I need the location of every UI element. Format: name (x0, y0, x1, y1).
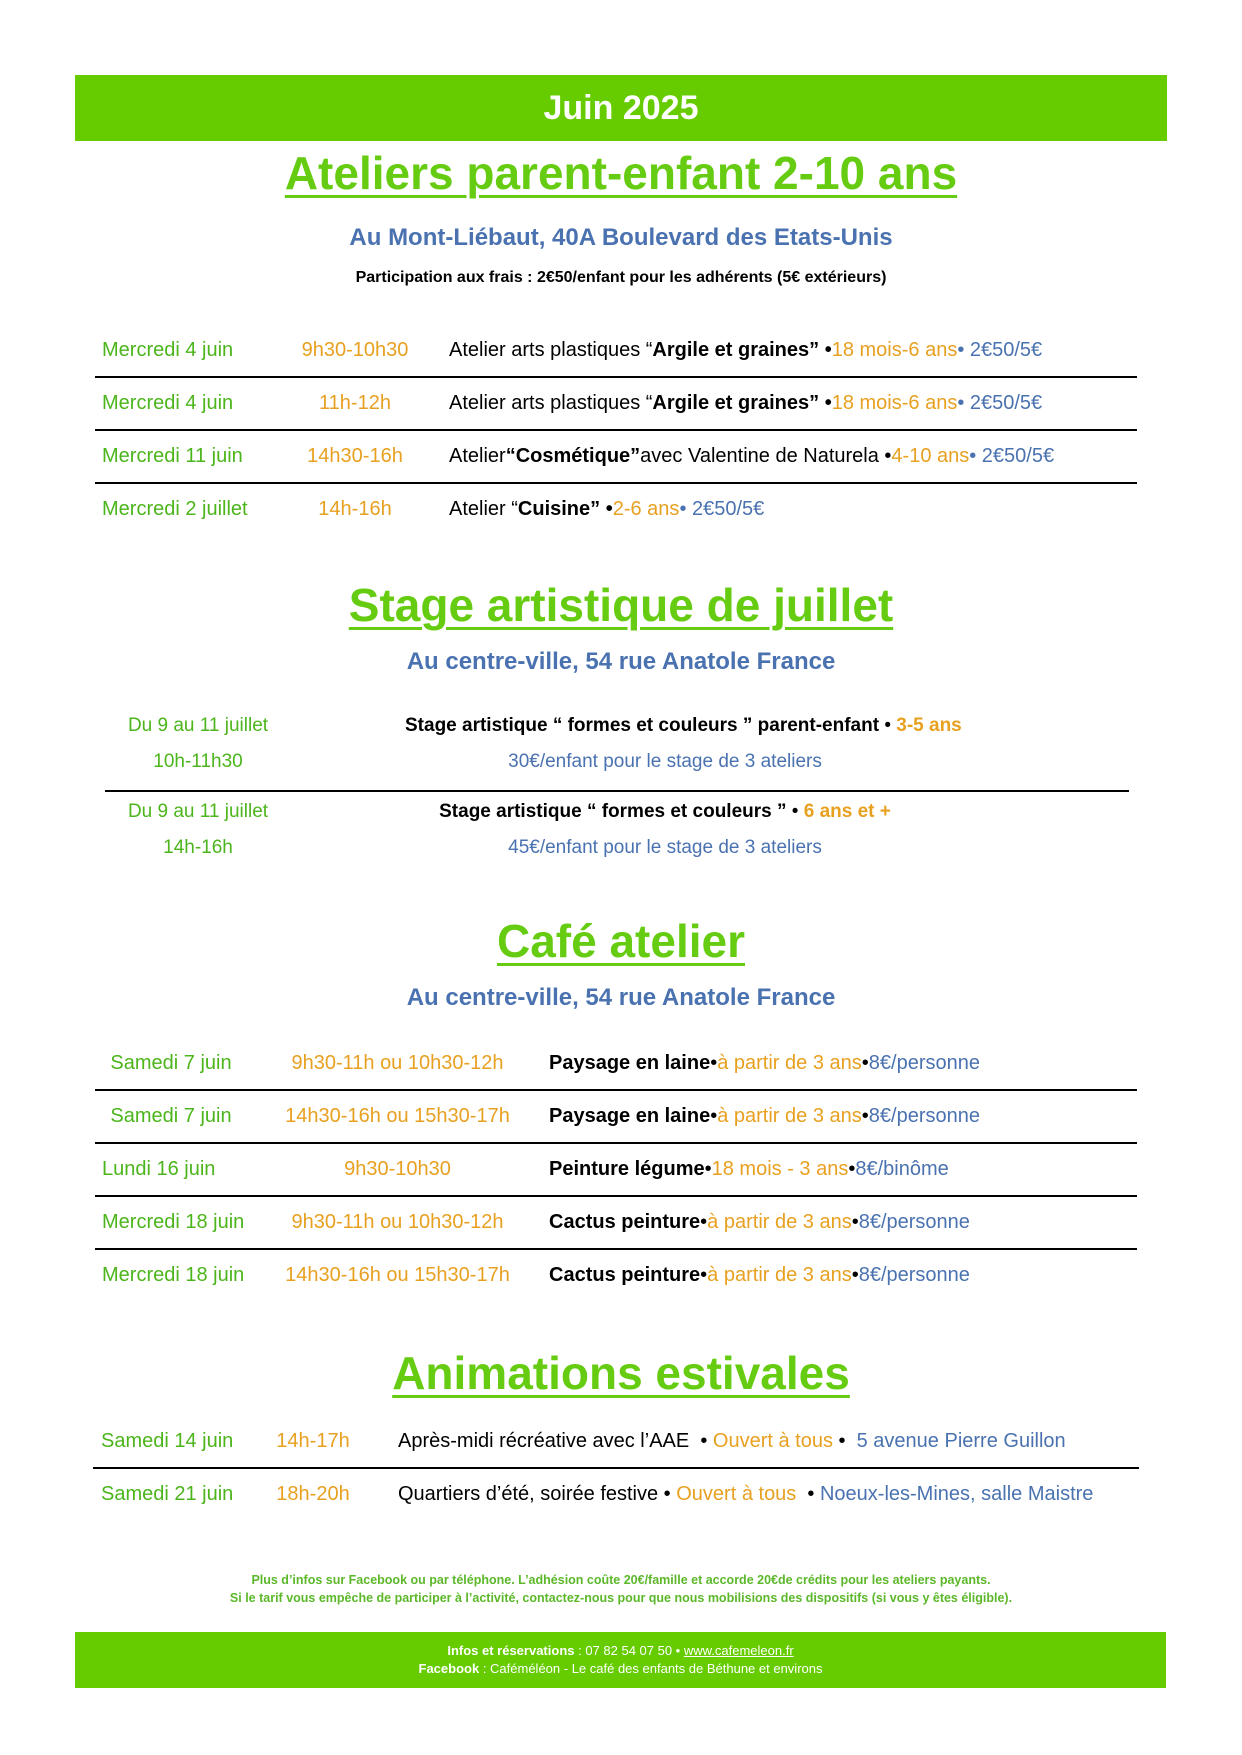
row-activity: Atelier arts plastiques “ Argile et graines ” • 18 mois-6 ans • 2€50/5€ (449, 391, 1043, 414)
infos-label: Infos et réservations (447, 1643, 575, 1658)
row-date: Samedi 7 juin (110, 1104, 232, 1127)
table-row (95, 1090, 1137, 1144)
row-time: 14h30-16h ou 15h30-17h (285, 1263, 510, 1286)
row-time: 11h-12h (319, 391, 391, 414)
contact-line (75, 1642, 1166, 1660)
phone: : 07 82 54 07 50 • (574, 1643, 684, 1658)
row-activity: Paysage en laine • à partir de 3 ans • 8€/personne (549, 1104, 980, 1127)
row-time: 9h30-11h ou 10h30-12h (291, 1210, 504, 1233)
row-activity: Quartiers d’été, soirée festive • Ouvert à tous • Noeux-les-Mines, salle Maistre (398, 1482, 1094, 1505)
stage-time: 10h-11h30 (153, 751, 243, 772)
table-row (95, 1143, 1137, 1197)
stage-activity: Stage artistique “ formes et couleurs ” parent-enfant • 3-5 ans (405, 715, 962, 736)
facebook-text: : Caféméléon - Le café des enfants de Béthune et environs (479, 1661, 823, 1676)
stage-time: 14h-16h (163, 837, 233, 858)
row-date: Samedi 14 juin (101, 1429, 234, 1452)
ateliers-title: Ateliers parent-enfant 2-10 ans (284, 147, 958, 199)
row-date: Lundi 16 juin (102, 1157, 216, 1180)
row-date: Mercredi 18 juin (102, 1210, 245, 1233)
row-date: Mercredi 11 juin (102, 444, 243, 467)
row-date: Samedi 21 juin (101, 1482, 234, 1505)
month-banner (75, 75, 1167, 141)
stage-location: Au centre-ville, 54 rue Anatole France (406, 648, 836, 675)
table-row (95, 324, 1137, 378)
table-row (95, 377, 1137, 431)
row-activity: Après-midi récréative avec l’AAE • Ouvert à tous • 5 avenue Pierre Guillon (398, 1429, 1066, 1452)
row-time: 9h30-10h30 (344, 1157, 451, 1180)
row-activity: Cactus peinture • à partir de 3 ans • 8€/personne (549, 1210, 970, 1233)
ateliers-fee-note: Participation aux frais : 2€50/enfant pour les adhérents (5€ extérieurs) (355, 269, 887, 286)
footnote-line-2: Si le tarif vous empêche de participer à l’activité, contactez-nous pour que nous mobilisions des dispositifs (si vous y êtes éligible). (229, 1591, 1013, 1605)
facebook-label: Facebook (418, 1661, 480, 1676)
table-row (95, 1196, 1137, 1250)
stage-activity: Stage artistique “ formes et couleurs ” • 6 ans et + (439, 801, 891, 822)
footnote (0, 1571, 1242, 1607)
facebook-line (75, 1660, 1166, 1678)
footnote-line-1: Plus d’infos sur Facebook ou par téléphone. L’adhésion coûte 20€/famille et accorde 20€de crédits pour les ateliers payants. (251, 1573, 991, 1587)
cafe-title: Café atelier (496, 915, 745, 967)
animations-title: Animations estivales (392, 1347, 850, 1399)
row-time: 14h-16h (318, 497, 392, 520)
ateliers-location: Au Mont-Liébaut, 40A Boulevard des Etats-Unis (349, 224, 893, 251)
table-row (95, 483, 1137, 535)
row-time: 9h30-11h ou 10h30-12h (291, 1051, 504, 1074)
row-activity: Cactus peinture • à partir de 3 ans • 8€/personne (549, 1263, 970, 1286)
table-row (95, 430, 1137, 484)
row-activity: Peinture légume • 18 mois - 3 ans • 8€/binôme (549, 1157, 949, 1180)
month-title: Juin 2025 (543, 88, 699, 127)
contact-banner (75, 1632, 1166, 1688)
row-date: Mercredi 18 juin (102, 1263, 245, 1286)
row-time: 18h-20h (276, 1482, 350, 1505)
row-activity: Paysage en laine • à partir de 3 ans • 8€/personne (549, 1051, 980, 1074)
stage-date: Du 9 au 11 juillet (127, 715, 269, 736)
table-row (95, 1037, 1137, 1091)
row-time: 14h-17h (276, 1429, 350, 1452)
row-activity: Atelier arts plastiques “ Argile et graines ” • 18 mois-6 ans • 2€50/5€ (449, 338, 1043, 361)
website-link[interactable]: www.cafemeleon.fr (683, 1643, 794, 1658)
stage-row (105, 708, 1129, 792)
row-date: Mercredi 4 juin (102, 338, 234, 361)
stage-date: Du 9 au 11 juillet (127, 801, 269, 822)
stage-price: 45€/enfant pour le stage de 3 ateliers (508, 837, 822, 858)
table-row (93, 1415, 1139, 1469)
row-date: Samedi 7 juin (110, 1051, 232, 1074)
row-time: 9h30-10h30 (301, 338, 409, 361)
row-activity: Atelier “Cosmétique” avec Valentine de Naturela • 4-10 ans • 2€50/5€ (449, 444, 1055, 467)
cafe-location: Au centre-ville, 54 rue Anatole France (406, 984, 836, 1011)
stage-title: Stage artistique de juillet (348, 579, 894, 631)
table-row (95, 1249, 1137, 1301)
table-row (93, 1468, 1139, 1520)
stage-row (105, 792, 1129, 874)
row-time: 14h30-16h ou 15h30-17h (285, 1104, 510, 1127)
row-activity: Atelier “ Cuisine ” • 2-6 ans • 2€50/5€ (449, 497, 765, 520)
row-date: Mercredi 4 juin (102, 391, 234, 414)
row-time: 14h30-16h (307, 444, 403, 467)
stage-price: 30€/enfant pour le stage de 3 ateliers (508, 751, 822, 772)
row-date: Mercredi 2 juillet (102, 497, 248, 520)
